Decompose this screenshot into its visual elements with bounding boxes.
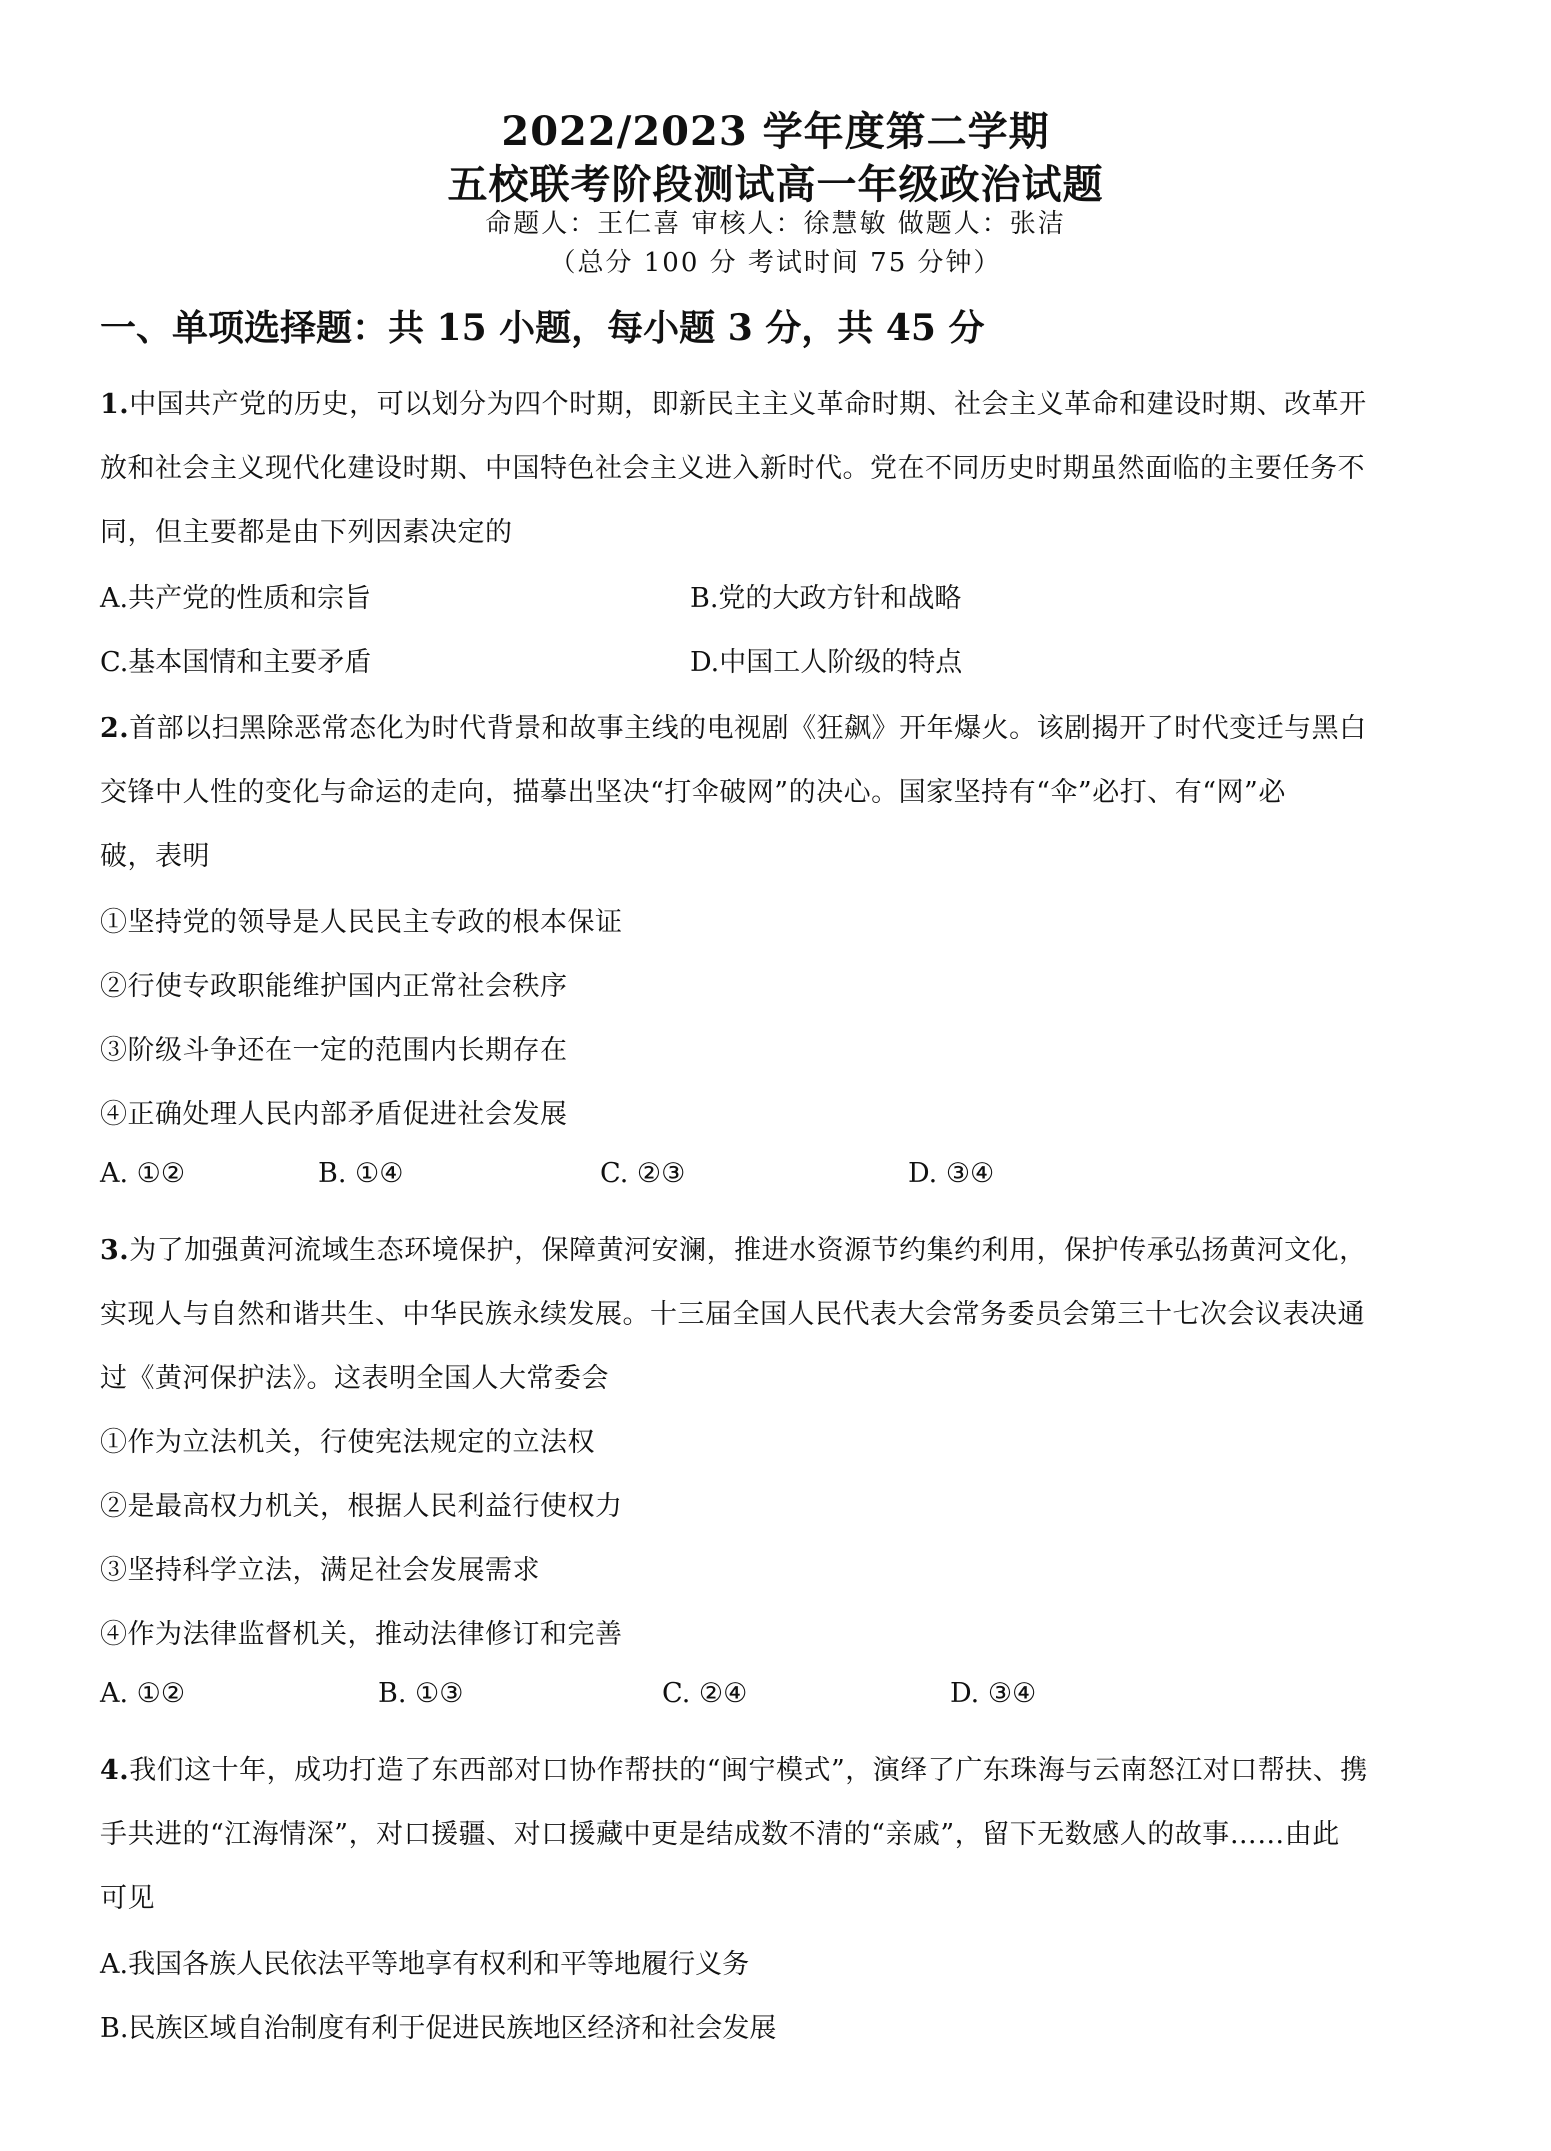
exam-title-line2: 五校联考阶段测试高一年级政治试题 (447, 161, 1104, 208)
question-1-option-c[interactable]: C.基本国情和主要矛盾 (100, 647, 372, 678)
question-1-number: 1. (100, 389, 130, 420)
question-3-line-2: 实现人与自然和谐共生、中华民族永续发展。十三届全国人民代表大会常务委员会第三十七次会议表决通 (100, 1299, 1365, 1330)
question-2-option-b[interactable]: B. ①④ (318, 1158, 404, 1189)
question-2-statement-4: ④正确处理人民内部矛盾促进社会发展 (100, 1099, 568, 1130)
question-2-statement-3: ③阶级斗争还在一定的范围内长期存在 (100, 1035, 568, 1066)
question-3-statement-4: ④作为法律监督机关，推动法律修订和完善 (100, 1619, 623, 1650)
question-1-option-a[interactable]: A.共产党的性质和宗旨 (100, 583, 372, 614)
question-4-option-a[interactable]: A.我国各族人民依法平等地享有权利和平等地履行义务 (100, 1949, 750, 1980)
question-3-line-1: 3.为了加强黄河流域生态环境保护，保障黄河安澜，推进水资源节约集约利用，保护传承弘扬黄河文化， (100, 1235, 1367, 1266)
question-2-number: 2. (100, 713, 130, 744)
question-1-option-b[interactable]: B.党的大政方针和战略 (690, 583, 962, 614)
question-2-option-d[interactable]: D. ③④ (908, 1158, 995, 1189)
question-3-statement-2: ②是最高权力机关，根据人民利益行使权力 (100, 1491, 623, 1522)
question-2-line-3: 破，表明 (100, 841, 210, 872)
question-3-line-3: 过《黄河保护法》。这表明全国人大常委会 (100, 1363, 609, 1394)
question-3-statement-1: ①作为立法机关，行使宪法规定的立法权 (100, 1427, 595, 1458)
question-2-statement-1: ①坚持党的领导是人民民主专政的根本保证 (100, 907, 623, 938)
question-3-option-a[interactable]: A. ①② (100, 1678, 186, 1709)
question-3-statement-3: ③坚持科学立法，满足社会发展需求 (100, 1555, 540, 1586)
question-4-line-2: 手共进的“江海情深”，对口援疆、对口援藏中更是结成数不清的“亲戚”，留下无数感人的故事……由此 (100, 1819, 1340, 1850)
question-4-line-1: 4.我们这十年，成功打造了东西部对口协作帮扶的“闽宁模式”，演绎了广东珠海与云南怒江对口帮扶、携 (100, 1755, 1368, 1786)
question-2-option-a[interactable]: A. ①② (100, 1158, 186, 1189)
question-1-option-d[interactable]: D.中国工人阶级的特点 (690, 647, 963, 678)
question-1-line-3: 同，但主要都是由下列因素决定的 (100, 517, 513, 548)
question-4-number: 4. (100, 1755, 130, 1786)
question-2-line-2: 交锋中人性的变化与命运的走向，描摹出坚决“打伞破网”的决心。国家坚持有“伞”必打、有“网”必 (100, 777, 1286, 808)
section-heading: 一、单项选择题：共 15 小题，每小题 3 分，共 45 分 (100, 307, 985, 349)
question-3-option-b[interactable]: B. ①③ (378, 1678, 464, 1709)
question-1-line-1: 1.中国共产党的历史，可以划分为四个时期，即新民主主义革命时期、社会主义革命和建设时期、改革开 (100, 389, 1367, 420)
exam-title-line1: 2022/2023 学年度第二学期 (501, 108, 1050, 155)
question-1-line-2: 放和社会主义现代化建设时期、中国特色社会主义进入新时代。党在不同历史时期虽然面临的主要任务不 (100, 453, 1365, 484)
question-3-option-c[interactable]: C. ②④ (662, 1678, 748, 1709)
question-3-option-d[interactable]: D. ③④ (950, 1678, 1037, 1709)
question-3-number: 3. (100, 1235, 130, 1266)
question-2-option-c[interactable]: C. ②③ (600, 1158, 686, 1189)
question-2-line-1: 2.首部以扫黑除恶常态化为时代背景和故事主线的电视剧《狂飙》开年爆火。该剧揭开了时代变迁与黑白 (100, 713, 1367, 744)
exam-score-time: （总分 100 分 考试时间 75 分钟） (549, 248, 1002, 278)
question-4-line-3: 可见 (100, 1883, 155, 1914)
exam-authors: 命题人：王仁喜 审核人：徐慧敏 做题人：张洁 (485, 209, 1066, 239)
question-2-statement-2: ②行使专政职能维护国内正常社会秩序 (100, 971, 568, 1002)
question-4-option-b[interactable]: B.民族区域自治制度有利于促进民族地区经济和社会发展 (100, 2013, 777, 2044)
